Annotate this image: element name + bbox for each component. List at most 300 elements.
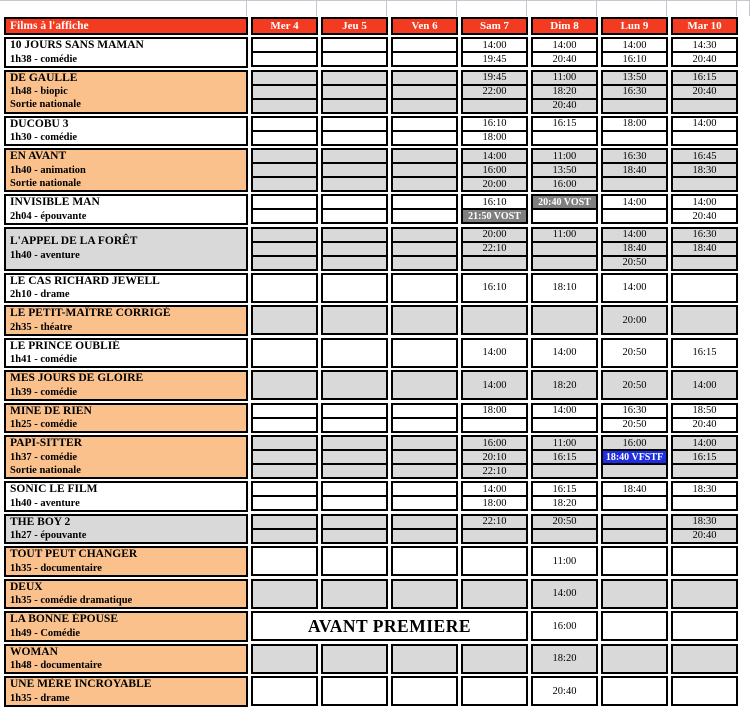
showtime-cell [251,208,318,224]
day-column [251,579,318,610]
showtime-cell: 18:30 [671,162,738,178]
showtime-cell: 18:20 [531,495,598,511]
day-column [321,116,388,147]
film-info: 1h39 - comédie [10,386,78,398]
day-column [671,116,738,147]
film-info: 1h25 - comédie [10,419,78,430]
showtime-cell: 18:40 [671,241,738,257]
showtime-cell [251,51,318,67]
day-column [531,70,598,114]
day-column [601,481,668,512]
showtime-cell: 20:50 [531,514,598,530]
showtime-cell: 16:15 [671,70,738,86]
day-column [321,481,388,512]
showtime-cell: 16:10 [461,116,528,132]
day-column [601,338,668,369]
day-column [601,70,668,114]
showtime-cell: 14:30 [671,37,738,53]
film-title: THE BOY 2 [10,515,71,528]
showtime-cell: 20:00 [461,176,528,192]
showtime-cell: 22:10 [461,514,528,530]
day-column [671,370,738,401]
day-column [531,227,598,271]
day-column [601,273,668,304]
day-column [251,403,318,434]
day-column [671,70,738,114]
showtime-cell: 16:30 [601,403,668,419]
film-info: 1h30 - comédie [10,132,78,143]
grid-cell [317,1,387,16]
showtime-cell: 14:00 [461,37,528,53]
showtime-cell [321,579,388,609]
showtime-cell: 16:00 [531,611,598,641]
showtime-cell [391,305,458,335]
showtime-cell: 14:00 [671,370,738,400]
showtime-cell [391,546,458,576]
showtime-cell [391,208,458,224]
day-column [391,227,458,271]
day-column [461,514,528,545]
showtime-cell: 14:00 [531,403,598,419]
film-info: 1h35 - documentaire [10,562,102,574]
day-column [251,435,318,479]
day-column [601,514,668,545]
film-title: MINE DE RIEN [10,404,92,417]
showtime-cell [251,579,318,609]
day-column [321,514,388,545]
showtime-cell [531,255,598,271]
showtime-cell [671,273,738,303]
showtime-cell [391,463,458,479]
day-column [461,70,528,114]
showtime-cell [461,255,528,271]
film-row [4,338,750,369]
day-column [531,481,598,512]
day-column [601,403,668,434]
showtime-cell: 20:50 [601,370,668,400]
showtime-cell: 18:00 [601,116,668,132]
showtime-cell [601,463,668,479]
film-title: DE GAULLE [10,71,78,84]
showtime-cell [251,130,318,146]
showtime-cell [461,305,528,335]
day-column [391,273,458,304]
film-info: 1h40 - aventure [10,249,80,261]
day-column [671,546,738,577]
day-column [391,116,458,147]
day-column [251,644,318,675]
day-column [601,194,668,225]
film-row [4,305,750,336]
day-column [531,644,598,675]
showtime-cell: 20:40 [671,51,738,67]
showtime-cell: 20:50 [601,338,668,368]
showtime-cell [391,176,458,192]
day-header: Dim 8 [531,17,598,35]
day-column [461,116,528,147]
film-row [4,37,750,68]
schedule-body [4,37,750,707]
showtime-cell [251,676,318,706]
film-title: LA BONNE ÉPOUSE [10,613,118,625]
day-column [391,435,458,479]
showtime-cell [461,644,528,674]
day-column [531,514,598,545]
day-column [671,273,738,304]
showtime-cell [321,130,388,146]
showtime-cell [461,528,528,544]
showtime-cell [321,546,388,576]
film-title: LE CAS RICHARD JEWELL [10,274,160,287]
day-column [251,514,318,545]
day-column [251,70,318,114]
showtime-cell: 14:00 [461,481,528,497]
film-row [4,227,750,271]
showtime-cell: 19:45 [461,51,528,67]
showtime-cell [251,528,318,544]
showtime-cell: 16:00 [461,435,528,451]
day-column [321,273,388,304]
showtime-cell: 20:40 [671,84,738,100]
showtime-cell [671,644,738,674]
showtime-cell [321,370,388,400]
film-info: 2h10 - drame [10,289,70,300]
showtime-cell: 16:10 [461,273,528,303]
showtime-cell [391,417,458,433]
showtime-cell: 11:00 [531,435,598,451]
film-label [4,370,248,401]
showtime-cell: 16:10 [461,194,528,210]
day-column [391,305,458,336]
film-info: 1h35 - comédie dramatique [10,595,133,606]
day-column [321,194,388,225]
showtime-cell: 16:45 [671,148,738,164]
day-column [461,676,528,707]
film-label [4,37,248,68]
day-column [321,403,388,434]
showtime-cell: 22:10 [461,463,528,479]
day-column [461,481,528,512]
showtime-cell: 20:50 [601,417,668,433]
showtime-cell: 14:00 [461,148,528,164]
showtime-cell: 20:00 [601,305,668,335]
showtime-cell [321,495,388,511]
day-column [251,546,318,577]
day-column [251,37,318,68]
showtime-cell [601,579,668,609]
day-column [321,546,388,577]
showtime-cell [251,495,318,511]
film-label [4,116,248,147]
showtime-cell: 16:15 [671,338,738,368]
showtime-cell: 18:50 [671,403,738,419]
showtime-cell [321,305,388,335]
day-column [251,148,318,192]
day-column [601,227,668,271]
grid-cell [0,1,247,16]
film-row [4,403,750,434]
showtime-cell: 14:00 [601,37,668,53]
film-title: DEUX [10,580,43,593]
day-column [461,403,528,434]
showtime-cell [391,51,458,67]
film-info: 1h48 - biopic [10,86,68,98]
grid-cell [527,1,597,16]
showtime-cell [251,305,318,335]
day-column [321,338,388,369]
showtime-cell: 20:40 [671,208,738,224]
film-label [4,227,248,271]
day-column [531,435,598,479]
showtime-cell [391,338,458,368]
film-info: 1h38 - comédie [10,53,78,65]
showtime-cell [391,644,458,674]
day-column [321,70,388,114]
film-note: Sortie nationale [10,177,81,189]
showtime-cell [251,98,318,114]
day-column [531,611,598,642]
film-row [4,194,750,225]
day-column [391,194,458,225]
showtime-cell: 16:15 [531,116,598,132]
day-column [251,227,318,271]
showtime-cell [601,528,668,544]
showtime-cell [321,338,388,368]
showtime-cell [391,495,458,511]
showtime-cell [251,417,318,433]
day-column [461,644,528,675]
showtime-cell: 22:10 [461,241,528,257]
showtime-cell: 14:00 [601,194,668,210]
showtime-cell: 13:50 [601,70,668,86]
film-row [4,70,750,114]
showtime-cell [531,305,598,335]
day-column [601,370,668,401]
showtime-cell: 16:00 [461,162,528,178]
showtime-cell: 18:30 [671,514,738,530]
showtime-cell [671,463,738,479]
day-column [461,338,528,369]
day-header: Lun 9 [601,17,668,35]
showtime-cell: 18:20 [531,644,598,674]
showtime-cell: 14:00 [601,273,668,303]
day-header: Ven 6 [391,17,458,35]
day-column [601,676,668,707]
day-column [321,435,388,479]
day-column [461,273,528,304]
film-title: LE PETIT-MAÎTRE CORRIGÉ [10,307,171,319]
day-column [531,305,598,336]
film-title: L'APPEL DE LA FORÊT [10,235,138,248]
showtime-cell: 11:00 [531,546,598,576]
film-label [4,338,248,369]
day-column [671,579,738,610]
day-column [391,676,458,707]
film-row [4,148,750,192]
showtime-cell [671,611,738,641]
day-column [601,116,668,147]
showtime-cell [671,130,738,146]
showtime-cell: 20:40 [531,51,598,67]
film-info: 1h41 - comédie [10,354,78,365]
grid-cell [737,1,750,16]
showtime-cell [461,546,528,576]
showtime-cell: 16:15 [531,481,598,497]
film-info: 1h49 - Comédie [10,627,80,639]
day-column [251,676,318,707]
showtime-cell: 18:20 [531,84,598,100]
day-column [531,37,598,68]
showtime-cell [671,579,738,609]
showtime-cell [601,130,668,146]
day-column [391,338,458,369]
film-title: DUCOBU 3 [10,117,69,130]
film-label [4,403,248,434]
showtime-cell [671,676,738,706]
day-column [671,611,738,642]
showtime-cell: 18:00 [461,495,528,511]
film-title: MES JOURS DE GLOIRE [10,372,144,384]
day-column [321,148,388,192]
day-column [321,37,388,68]
film-info: 2h35 - théatre [10,321,73,333]
showtime-cell: 14:00 [671,194,738,210]
showtime-cell: 11:00 [531,148,598,164]
showtime-cell [321,644,388,674]
film-title: WOMAN [10,645,58,658]
day-column [671,227,738,271]
day-column [531,148,598,192]
film-label [4,273,248,304]
showtime-cell: 14:00 [671,116,738,132]
film-title: TOUT PEUT CHANGER [10,548,138,560]
day-column [531,194,598,225]
day-column [251,305,318,336]
showtime-cell [321,51,388,67]
film-row [4,435,750,479]
showtime-cell: 16:30 [671,227,738,243]
film-label [4,579,248,610]
showtime-cell [321,255,388,271]
film-title: UNE MÈRE INCROYABLE [10,678,152,690]
day-column [251,370,318,401]
day-column [531,403,598,434]
film-row [4,676,750,707]
film-row [4,611,750,642]
film-label [4,435,248,479]
day-column [531,546,598,577]
showtime-cell [671,495,738,511]
showtime-cell [671,98,738,114]
spreadsheet-grid-strip [0,0,750,16]
film-row [4,644,750,675]
showtime-cell [391,579,458,609]
showtime-cell [251,546,318,576]
day-column [251,116,318,147]
grid-cell [667,1,737,16]
film-row [4,116,750,147]
day-column [461,435,528,479]
day-column [391,579,458,610]
showtime-cell: 20:40 VOST [531,194,598,210]
day-column [531,579,598,610]
film-label [4,70,248,114]
day-column [601,37,668,68]
day-column [531,676,598,707]
day-column [531,338,598,369]
showtime-cell: 16:15 [531,449,598,465]
day-column [251,481,318,512]
film-info: 1h40 - aventure [10,497,80,509]
day-column [601,644,668,675]
day-column [671,305,738,336]
day-column [671,435,738,479]
showtime-cell [321,208,388,224]
film-title: SONIC LE FILM [10,483,98,495]
film-info: 1h40 - animation [10,164,86,176]
film-title: PAPI-SITTER [10,437,82,450]
showtime-cell: 18:30 [671,481,738,497]
showtime-cell: 18:40 VFSTF [601,449,668,465]
film-row [4,273,750,304]
showtime-cell [321,676,388,706]
day-column [671,338,738,369]
day-column [671,37,738,68]
day-column [531,273,598,304]
day-column [671,194,738,225]
day-column [391,148,458,192]
showtime-cell [321,98,388,114]
film-note: Sortie nationale [10,99,81,111]
showtime-cell: 16:00 [601,435,668,451]
showtime-cell [251,463,318,479]
day-column [671,514,738,545]
showtime-cell [671,255,738,271]
showtime-cell [601,98,668,114]
showtime-cell [391,98,458,114]
day-column [391,546,458,577]
day-header: Mer 4 [251,17,318,35]
day-column [671,148,738,192]
day-header: Mar 10 [671,17,738,35]
day-column [601,435,668,479]
showtime-cell: 20:40 [671,528,738,544]
showtime-cell: 16:10 [601,51,668,67]
showtime-cell: 20:40 [671,417,738,433]
film-label [4,611,248,642]
showtime-cell [601,546,668,576]
grid-cell [387,1,457,16]
day-header: Jeu 5 [321,17,388,35]
showtime-cell: 13:50 [531,162,598,178]
day-column [671,481,738,512]
showtime-cell [391,676,458,706]
day-column [321,370,388,401]
film-row [4,481,750,512]
showtime-cell [321,528,388,544]
showtime-cell [251,644,318,674]
showtime-cell: 18:40 [601,241,668,257]
film-note: Sortie nationale [10,464,81,476]
showtime-cell [391,273,458,303]
day-column [391,37,458,68]
showtime-cell: 22:00 [461,84,528,100]
film-title: 10 JOURS SANS MAMAN [10,39,144,51]
film-info: 1h27 - épouvante [10,530,87,541]
showtime-cell: 14:00 [531,37,598,53]
film-info: 1h35 - drame [10,692,70,704]
film-row [4,370,750,401]
